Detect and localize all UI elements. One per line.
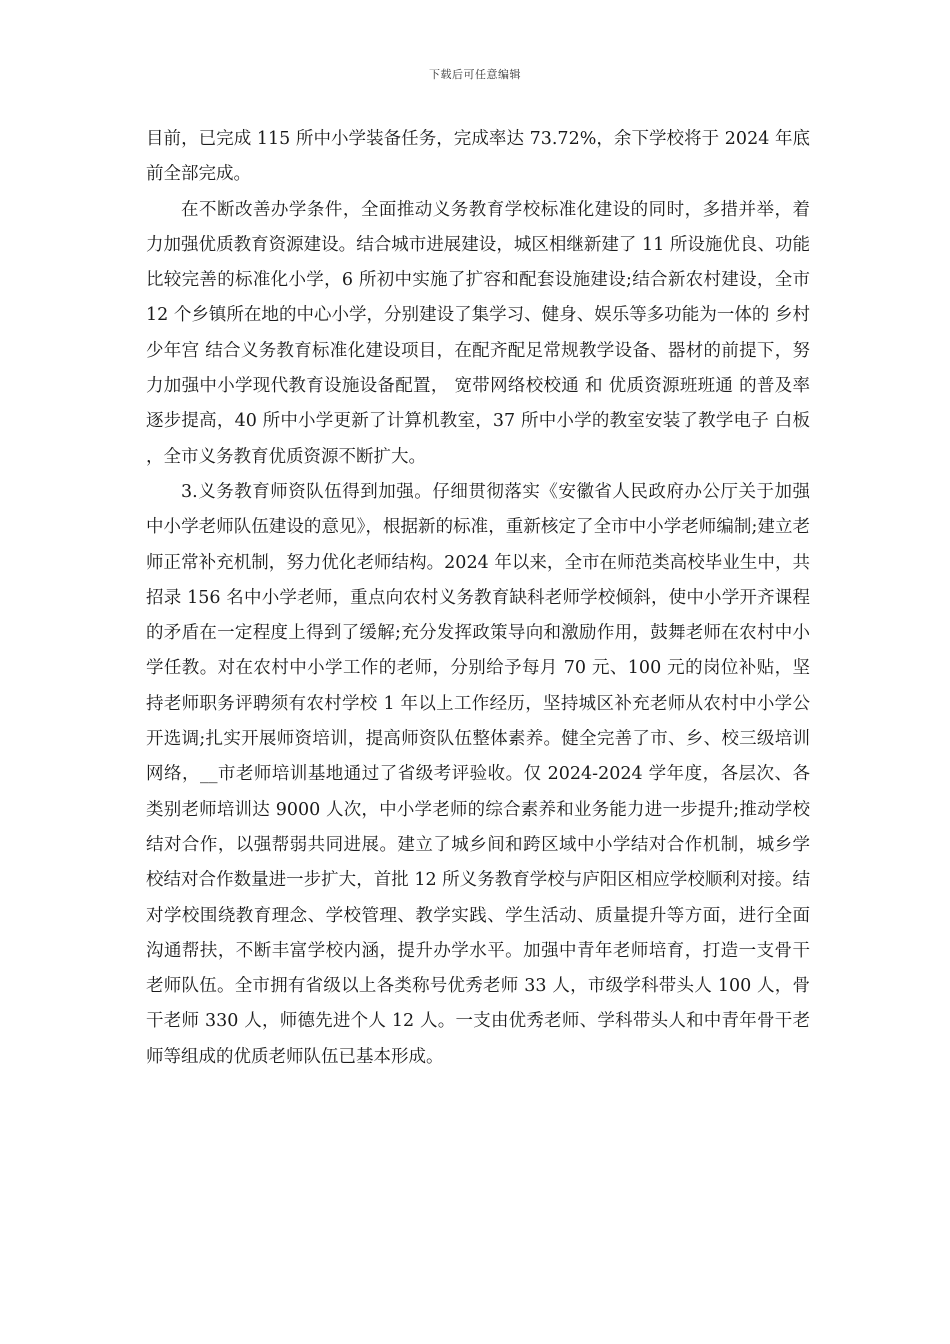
document-body xyxy=(146,122,810,1075)
paragraph-resources: 在不断改善办学条件，全面推动义务教育学校标准化建设的同时，多措并举，着力加强优质教育资源建设。结合城市进展建设，城区相继新建了 11 所设施优良、功能比较完善的标准化小学，6 所初中实施了扩容和配套设施建设;结合新农村建设，全市 12 个乡镇所在地的中心小学，分别建设了集学习、健身、娱乐等多功能为一体的 乡村少年宫 结合义务教育标准化建设项目，在配齐配足常规教学设备、器材的前提下，努力加强中小学现代教育设施设备配置， 宽带网络校校通 和 优质资源班班通 的普及率逐步提高，40 所中小学更新了计算机教室，37 所中小学的教室安装了教学电子 白板 ，全市义务教育优质资源不断扩大。 xyxy=(146,199,810,467)
paragraph-continued: 目前，已完成 115 所中小学装备任务，完成率达 73.72%，余下学校将于 2024 年底前全部完成。 xyxy=(146,129,810,185)
header-note: 下载后可任意编辑 xyxy=(429,68,521,81)
paragraph-teachers: 3.义务教育师资队伍得到加强。仔细贯彻落实《安徽省人民政府办公厅关于加强中小学老师队伍建设的意见》，根据新的标准，重新核定了全市中小学老师编制;建立老师正常补充机制，努力优化老师结构。2024 年以来，全市在师范类高校毕业生中，共招录 156 名中小学老师，重点向农村义务教育缺科老师学校倾斜，使中小学开齐课程的矛盾在一定程度上得到了缓解;充分发挥政策导向和激励作用，鼓舞老师在农村中小学任教。对在农村中小学工作的老师，分别给予每月 70 元、100 元的岗位补贴，坚持老师职务评聘须有农村学校 1 年以上工作经历，坚持城区补充老师从农村中小学公开选调;扎实开展师资培训，提高师资队伍整体素养。健全完善了市、乡、校三级培训网络，__市老师培训基地通过了省级考评验收。仅 2024-2024 学年度，各层次、各类别老师培训达 9000 人次，中小学老师的综合素养和业务能力进一步提升;推动学校结对合作，以强帮弱共同进展。建立了城乡间和跨区域中小学结对合作机制，城乡学校结对合作数量进一步扩大，首批 12 所义务教育学校与庐阳区相应学校顺利对接。结对学校围绕教育理念、学校管理、教学实践、学生活动、质量提升等方面，进行全面沟通帮扶，不断丰富学校内涵，提升办学水平。加强中青年老师培育，打造一支骨干老师队伍。全市拥有省级以上各类称号优秀老师 33 人，市级学科带头人 100 人，骨干老师 330 人，师德先进个人 12 人。一支由优秀老师、学科带头人和中青年骨干老师等组成的优质老师队伍已基本形成。 xyxy=(146,481,810,1067)
